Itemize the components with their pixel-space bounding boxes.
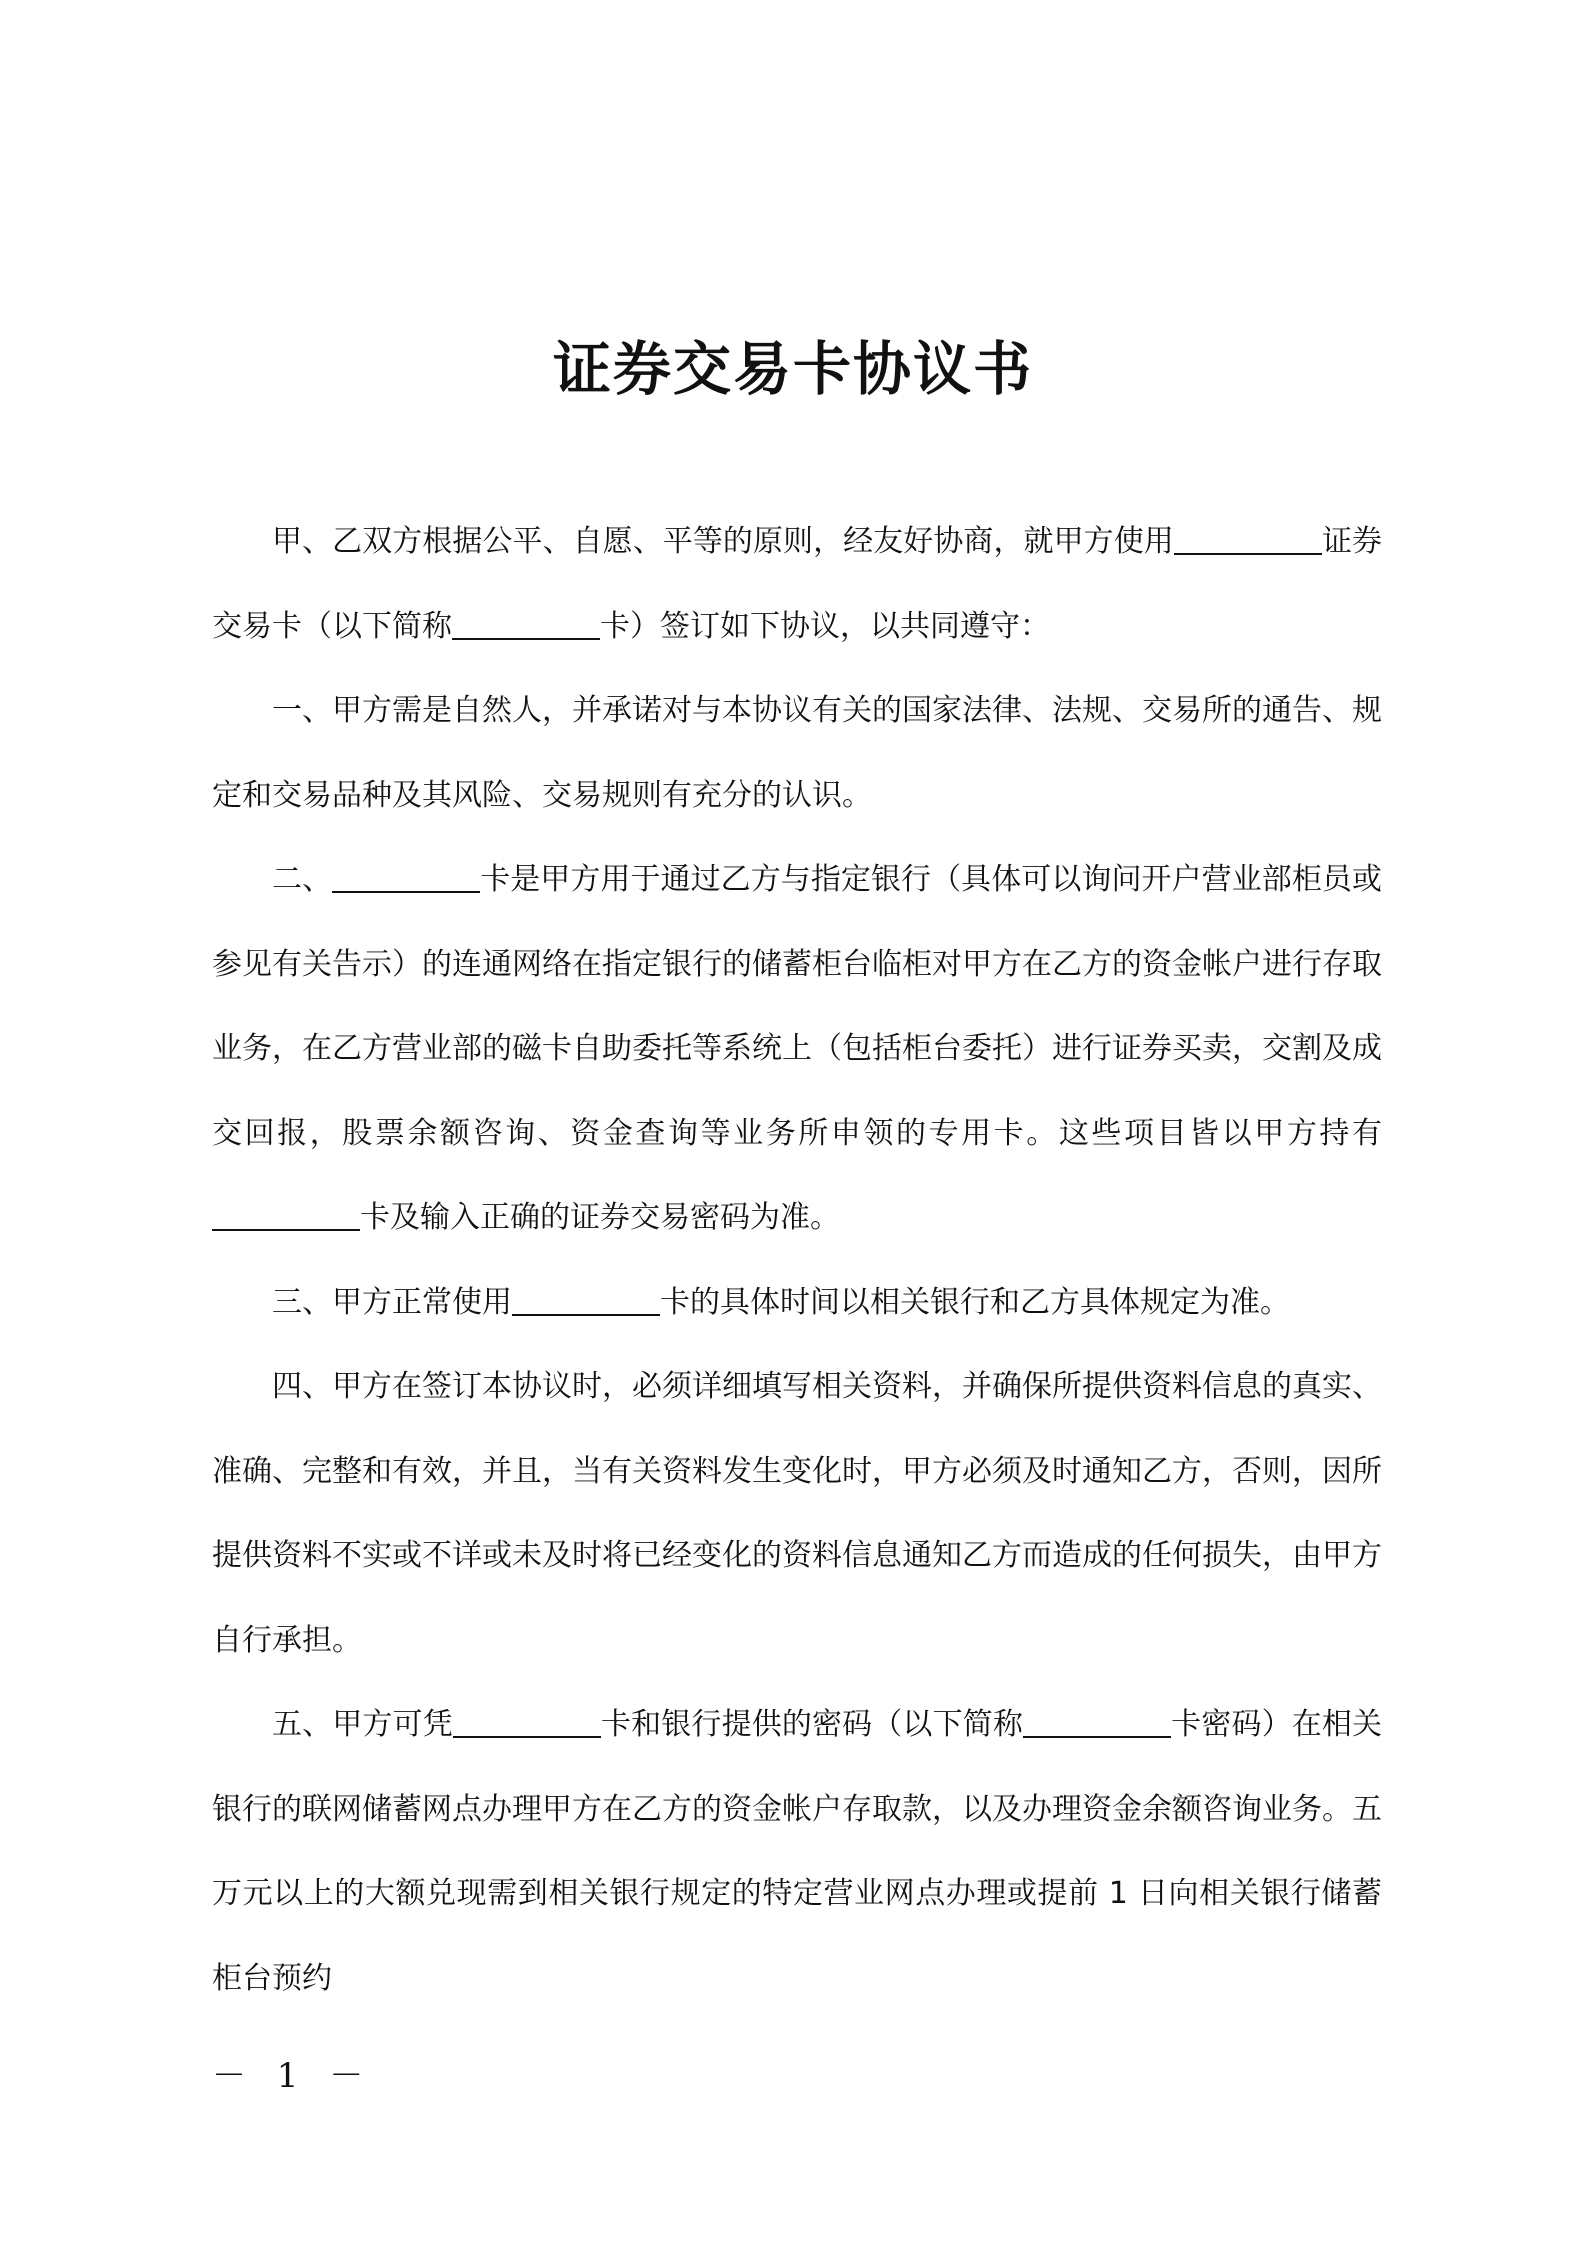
text-segment: 一、甲方需是自然人，并承诺对与本协议有关的国家法律、法规、交易所的通告、规定和交易品种及其风险、交易规则有充分的认识。	[212, 693, 1382, 813]
paragraph-intro	[212, 500, 1382, 669]
text-segment: 二、	[272, 862, 333, 897]
paragraph-clause-5	[212, 1683, 1382, 2021]
text-segment: 三、甲方正常使用	[272, 1284, 512, 1320]
text-segment: 卡）签订如下协议，以共同遵守：	[600, 608, 1050, 644]
fill-in-blank	[212, 1199, 360, 1231]
text-segment: 甲、乙双方根据公平、自愿、平等的原则，经友好协商，就甲方使用	[272, 524, 1174, 559]
document-title: 证券交易卡协议书	[552, 335, 1033, 403]
paragraph-clause-1	[212, 669, 1382, 838]
page-number: － 1 －	[212, 2056, 374, 2096]
fill-in-blank	[452, 608, 600, 640]
text-segment: 四、甲方在签订本协议时，必须详细填写相关资料，并确保所提供资料信息的真实、准确、完整和有效，并且，当有关资料发生变化时，甲方必须及时通知乙方，否则，因所提供资料不实或不详或未及时将已经变化的资料信息通知乙方而造成的任何损失，由甲方自行承担。	[212, 1369, 1382, 1658]
text-segment: 五、甲方可凭	[272, 1707, 453, 1742]
paragraph-clause-3	[212, 1261, 1382, 1346]
text-segment: 证券交易卡（以下简称	[212, 524, 1382, 644]
fill-in-blank	[1174, 523, 1322, 555]
fill-in-blank	[512, 1284, 660, 1316]
text-segment: 卡及输入正确的证券交易密码为准。	[360, 1200, 840, 1235]
fill-in-blank	[1023, 1706, 1171, 1738]
fill-in-blank	[332, 861, 480, 893]
fill-in-blank	[453, 1706, 601, 1738]
text-segment: 卡是甲方用于通过乙方与指定银行（具体可以询问开户营业部柜员或参见有关告示）的连通网络在指定银行的储蓄柜台临柜对甲方在乙方的资金帐户进行存取业务，在乙方营业部的磁卡自助委托等系统上（包括柜台委托）进行证券买卖，交割及成交回报，股票余额咨询、资金查询等业务所申领的专用卡。这些项目皆以甲方持有	[212, 862, 1382, 1151]
document-body	[212, 500, 1382, 2021]
text-segment: 卡密码）在相关银行的联网储蓄网点办理甲方在乙方的资金帐户存取款，以及办理资金余额咨询业务。五万元以上的大额兑现需到相关银行规定的特定营业网点办理或提前 1 日向相关银行储蓄柜台预约	[212, 1707, 1383, 1996]
text-segment: 卡的具体时间以相关银行和乙方具体规定为准。	[660, 1284, 1290, 1320]
paragraph-clause-4	[212, 1345, 1382, 1683]
text-segment: 卡和银行提供的密码（以下简称	[600, 1707, 1024, 1742]
paragraph-clause-2	[212, 838, 1382, 1261]
